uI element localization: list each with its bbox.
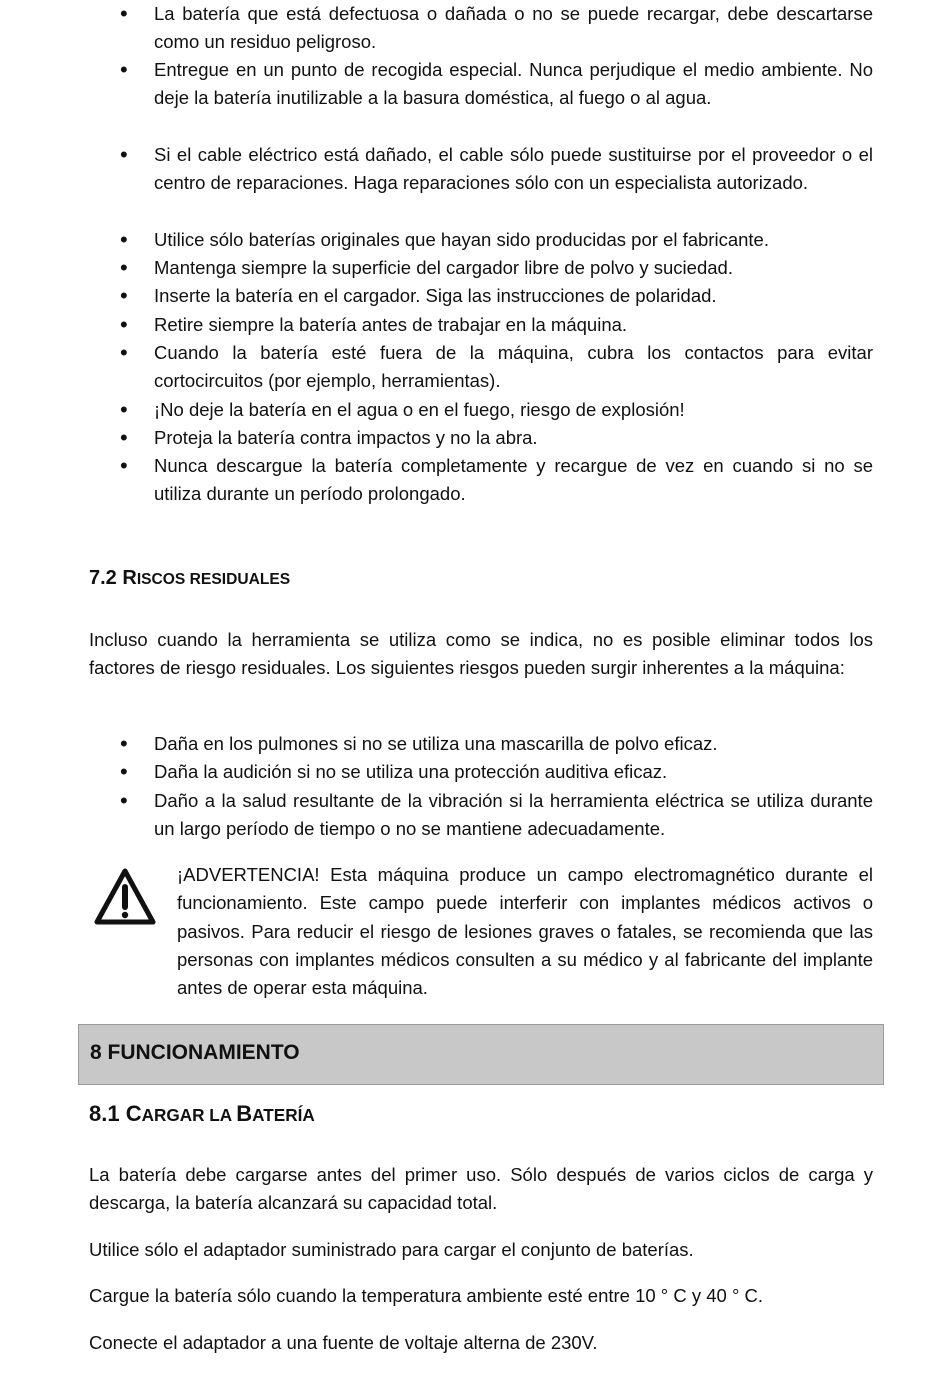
section-title-rest: ISCOS RESIDUALES <box>136 571 291 588</box>
warning-text: ¡ADVERTENCIA! Esta máquina produce un campo electromagnético durante el funcionamiento. Este campo puede interferir con implantes médicos activos o pasivos. Para reducir el riesgo de lesiones graves o fatales, se recomienda que las personas con implantes médicos consulten a su médico y al fabricante del implante antes de operar esta máquina. <box>177 864 873 999</box>
list-item: • Daño a la salud resultante de la vibración si la herramienta eléctrica se utiliza durante un largo período de tiempo o no se mantiene adecuadamente. <box>154 787 873 844</box>
list-item: • Daña la audición si no se utiliza una protección auditiva eficaz. <box>154 758 873 786</box>
list-item: • Si el cable eléctrico está dañado, el cable sólo puede sustituirse por el proveedor o el centro de reparaciones. Haga reparaciones sólo con un especialista autorizado. <box>154 141 873 198</box>
list-item: • Inserte la batería en el cargador. Siga las instrucciones de polaridad. <box>154 282 873 310</box>
section-title-initial: B <box>236 1101 253 1126</box>
charging-paragraph: Cargue la batería sólo cuando la temperatura ambiente esté entre 10 ° C y 40 ° C. <box>89 1285 763 1306</box>
section-heading-7-2 <box>89 567 290 590</box>
list-item: • Mantenga siempre la superficie del cargador libre de polvo y suciedad. <box>154 254 873 282</box>
list-item: • Daña en los pulmones si no se utiliza una mascarilla de polvo eficaz. <box>154 730 873 758</box>
list-item: • Retire siempre la batería antes de trabajar en la máquina. <box>154 311 873 339</box>
chapter-banner <box>78 1024 884 1085</box>
list-item: • Nunca descargue la batería completamente y recargue de vez en cuando si no se utiliza durante un período prolongado. <box>154 452 873 509</box>
list-item: • ¡No deje la batería en el agua o en el fuego, riesgo de explosión! <box>154 396 873 424</box>
list-item: • La batería que está defectuosa o dañada o no se puede recargar, debe descartarse como un residuo peligroso. <box>154 0 873 57</box>
list-item: • Cuando la batería esté fuera de la máquina, cubra los contactos para evitar cortocircuitos (por ejemplo, herramientas). <box>154 339 873 396</box>
warning-triangle-icon <box>94 868 156 926</box>
list-item: • Entregue en un punto de recogida especial. Nunca perjudique el medio ambiente. No deje la batería inutilizable a la basura doméstica, al fuego o al agua. <box>154 56 873 113</box>
list-item: • Utilice sólo baterías originales que hayan sido producidas por el fabricante. <box>154 226 873 254</box>
section-number: 8.1 <box>89 1101 126 1126</box>
residual-risks-intro: Incluso cuando la herramienta se utiliza como se indica, no es posible eliminar todos los factores de riesgo residuales. Los siguientes riesgos pueden surgir inherentes a la máquina: <box>89 629 873 679</box>
section-heading-8-1 <box>89 1101 315 1127</box>
list-item: • Proteja la batería contra impactos y no la abra. <box>154 424 873 452</box>
chapter-title: 8 FUNCIONAMIENTO <box>90 1041 300 1064</box>
charging-paragraph: La batería debe cargarse antes del primer uso. Sólo después de varios ciclos de carga y descarga, la batería alcanzará su capacidad total. <box>89 1164 873 1214</box>
section-title-rest: ARGAR LA <box>141 1105 237 1125</box>
section-number: 7.2 <box>89 567 123 589</box>
section-title-initial: R <box>122 567 137 589</box>
charging-paragraph: Utilice sólo el adaptador suministrado para cargar el conjunto de baterías. <box>89 1239 694 1260</box>
section-title-rest: ATERÍA <box>252 1105 315 1125</box>
section-title-initial: C <box>125 1101 142 1126</box>
charging-paragraph: Conecte el adaptador a una fuente de voltaje alterna de 230V. <box>89 1332 598 1353</box>
